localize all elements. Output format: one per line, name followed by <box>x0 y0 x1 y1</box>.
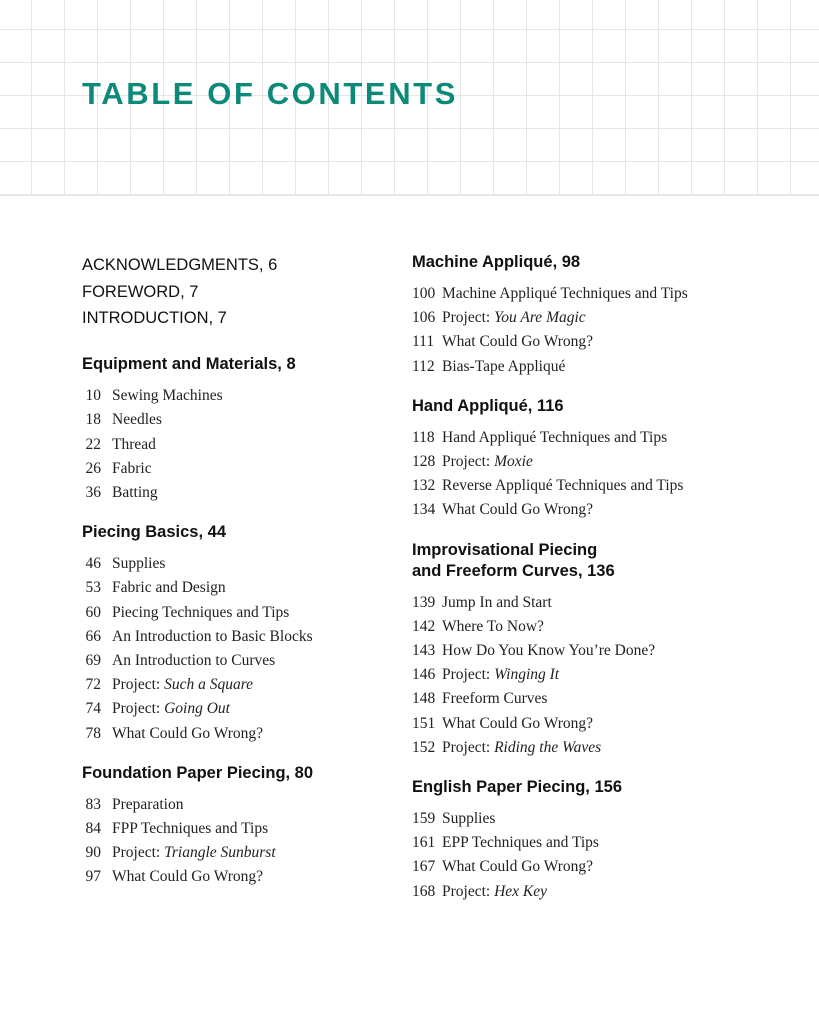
toc-item[interactable] <box>412 426 752 450</box>
toc-item[interactable] <box>412 591 752 615</box>
toc-item[interactable] <box>412 807 752 831</box>
item-title <box>112 673 253 697</box>
page-number: 106 <box>412 309 436 327</box>
item-title <box>442 736 601 760</box>
page-number: 132 <box>412 477 436 495</box>
page-number: 143 <box>412 642 436 660</box>
toc-item[interactable] <box>412 474 752 498</box>
item-title: Sewing Machines <box>112 387 223 405</box>
project-title: You Are Magic <box>494 309 586 327</box>
toc-item-project[interactable] <box>82 673 382 697</box>
item-title: Reverse Appliqué Techniques and Tips <box>442 477 684 495</box>
item-title: Bias-Tape Appliqué <box>442 357 566 375</box>
section-heading-line1: Improvisational Piecing <box>412 540 598 559</box>
page-number: 84 <box>85 819 101 837</box>
item-title: Supplies <box>442 810 496 828</box>
section-heading-line2: and Freeform Curves, 136 <box>412 561 615 580</box>
project-prefix: Project: <box>112 700 165 718</box>
toc-item[interactable] <box>412 498 752 522</box>
item-title: Thread <box>112 435 156 453</box>
page-number: 36 <box>85 483 101 501</box>
item-title <box>442 306 586 330</box>
section-heading[interactable]: Foundation Paper Piecing, 80 <box>82 763 314 782</box>
section-equipment-and-materials <box>82 354 382 505</box>
toc-item[interactable] <box>412 330 752 354</box>
section-heading[interactable]: Machine Appliqué, 98 <box>412 253 581 271</box>
project-title: Triangle Sunburst <box>164 844 276 862</box>
page-number: 83 <box>85 795 101 813</box>
page-number: 18 <box>85 411 101 429</box>
page-number: 97 <box>85 868 101 886</box>
project-prefix: Project: <box>442 309 495 327</box>
item-title: What Could Go Wrong? <box>442 501 594 519</box>
page-number: 53 <box>85 579 101 597</box>
project-title: Going Out <box>164 700 230 718</box>
item-title: EPP Techniques and Tips <box>442 834 599 852</box>
page-number: 26 <box>85 459 101 477</box>
page-number: 72 <box>85 676 101 694</box>
page-number: 146 <box>412 666 436 684</box>
project-prefix: Project: <box>442 882 495 900</box>
toc-item[interactable] <box>412 687 752 711</box>
toc-item[interactable] <box>82 457 382 481</box>
item-title: Batting <box>112 483 158 501</box>
item-title <box>442 880 547 904</box>
page-number: 159 <box>412 810 436 828</box>
item-title: Hand Appliqué Techniques and Tips <box>442 428 668 446</box>
page-number: 148 <box>412 690 436 708</box>
toc-item[interactable] <box>82 601 382 625</box>
toc-item[interactable] <box>412 855 752 879</box>
page-number: 74 <box>85 700 101 718</box>
page-number: 69 <box>85 651 101 669</box>
toc-item[interactable] <box>412 639 752 663</box>
toc-item[interactable] <box>82 552 382 576</box>
item-title: FPP Techniques and Tips <box>112 819 269 837</box>
toc-item[interactable] <box>82 481 382 505</box>
project-title: Riding the Waves <box>494 738 602 756</box>
section-heading[interactable]: Piecing Basics, 44 <box>82 523 226 542</box>
item-title: What Could Go Wrong? <box>442 714 594 732</box>
section-foundation-paper-piecing <box>82 763 382 890</box>
page-number: 111 <box>412 333 435 351</box>
page-title: TABLE OF CONTENTS <box>82 76 458 111</box>
item-title: Needles <box>112 411 162 429</box>
toc-item[interactable] <box>82 625 382 649</box>
item-title: Fabric <box>112 459 152 477</box>
section-hand-applique <box>412 396 752 523</box>
item-title: An Introduction to Curves <box>112 651 276 669</box>
page-number: 100 <box>412 285 436 302</box>
item-title: Jump In and Start <box>442 593 552 611</box>
toc-entry-foreword[interactable]: FOREWORD, 7 <box>82 282 199 301</box>
page-number: 60 <box>85 603 101 621</box>
toc-item[interactable] <box>82 817 382 841</box>
project-title: Such a Square <box>164 676 254 694</box>
page-number: 139 <box>412 593 436 611</box>
front-matter-list <box>82 252 382 332</box>
project-title: Moxie <box>494 453 533 471</box>
section-improvisational-piecing <box>412 540 752 760</box>
toc-item[interactable] <box>82 408 382 432</box>
section-heading[interactable]: Equipment and Materials, 8 <box>82 355 296 374</box>
project-prefix: Project: <box>442 738 495 756</box>
page-number: 118 <box>412 428 435 446</box>
toc-item-project[interactable] <box>412 880 752 904</box>
page-number: 10 <box>85 387 101 405</box>
item-title <box>112 697 230 721</box>
page-number: 112 <box>412 357 435 375</box>
project-prefix: Project: <box>442 666 495 684</box>
item-title: What Could Go Wrong? <box>442 333 594 351</box>
section-machine-applique <box>412 252 752 379</box>
toc-entry-introduction[interactable]: INTRODUCTION, 7 <box>82 309 227 328</box>
toc-item[interactable] <box>412 282 752 306</box>
item-title: Preparation <box>112 795 184 813</box>
toc-right-column <box>412 252 752 921</box>
toc-item-project[interactable] <box>82 841 382 865</box>
toc-item-project[interactable] <box>82 697 382 721</box>
project-title: Hex Key <box>494 882 548 900</box>
project-prefix: Project: <box>442 453 495 471</box>
toc-left-column <box>82 252 382 907</box>
item-title: What Could Go Wrong? <box>112 724 264 742</box>
item-title: How Do You Know You’re Done? <box>442 642 656 660</box>
item-title: Machine Appliqué Techniques and Tips <box>442 285 688 302</box>
item-title: What Could Go Wrong? <box>112 868 264 886</box>
page-number: 90 <box>85 844 101 862</box>
toc-item-project[interactable] <box>412 450 752 474</box>
project-title: Winging It <box>494 666 560 684</box>
item-title: Piecing Techniques and Tips <box>112 603 290 621</box>
page-number: 22 <box>85 435 101 453</box>
toc-entry-acknowledgments[interactable]: ACKNOWLEDGMENTS, 6 <box>82 256 278 274</box>
toc-item[interactable] <box>82 576 382 600</box>
toc-item[interactable] <box>82 865 382 889</box>
item-title <box>112 841 276 865</box>
item-title: An Introduction to Basic Blocks <box>112 627 313 645</box>
item-title: Supplies <box>112 555 166 573</box>
toc-item[interactable] <box>82 384 382 408</box>
item-title: Where To Now? <box>442 617 544 635</box>
item-title <box>442 663 559 687</box>
toc-item-project[interactable] <box>412 306 752 330</box>
section-heading[interactable] <box>412 540 752 582</box>
toc-item[interactable] <box>412 831 752 855</box>
page-number: 151 <box>412 714 436 732</box>
toc-item[interactable] <box>82 649 382 673</box>
project-prefix: Project: <box>112 676 165 694</box>
section-piecing-basics <box>82 522 382 746</box>
page-number: 161 <box>412 834 436 852</box>
section-heading[interactable]: Hand Appliqué, 116 <box>412 396 564 415</box>
toc-item[interactable] <box>412 712 752 736</box>
project-prefix: Project: <box>112 844 165 862</box>
item-title: Fabric and Design <box>112 579 226 597</box>
page-number: 66 <box>85 627 101 645</box>
page-number: 142 <box>412 617 436 635</box>
toc-item[interactable] <box>82 793 382 817</box>
page-number: 167 <box>412 858 436 876</box>
item-title <box>442 450 533 474</box>
section-heading[interactable]: English Paper Piecing, 156 <box>412 778 622 797</box>
toc-item[interactable] <box>412 615 752 639</box>
item-title: What Could Go Wrong? <box>442 858 594 876</box>
toc-item[interactable] <box>82 722 382 746</box>
page-number: 152 <box>412 738 436 756</box>
toc-item-project[interactable] <box>412 736 752 760</box>
item-title: Freeform Curves <box>442 690 548 708</box>
page-number: 128 <box>412 453 436 471</box>
page-number: 46 <box>85 555 101 573</box>
page-number: 78 <box>85 724 101 742</box>
toc-item[interactable] <box>412 355 752 379</box>
toc-item-project[interactable] <box>412 663 752 687</box>
section-english-paper-piecing <box>412 777 752 904</box>
page-number: 134 <box>412 501 436 519</box>
page-number: 168 <box>412 882 436 900</box>
toc-item[interactable] <box>82 433 382 457</box>
